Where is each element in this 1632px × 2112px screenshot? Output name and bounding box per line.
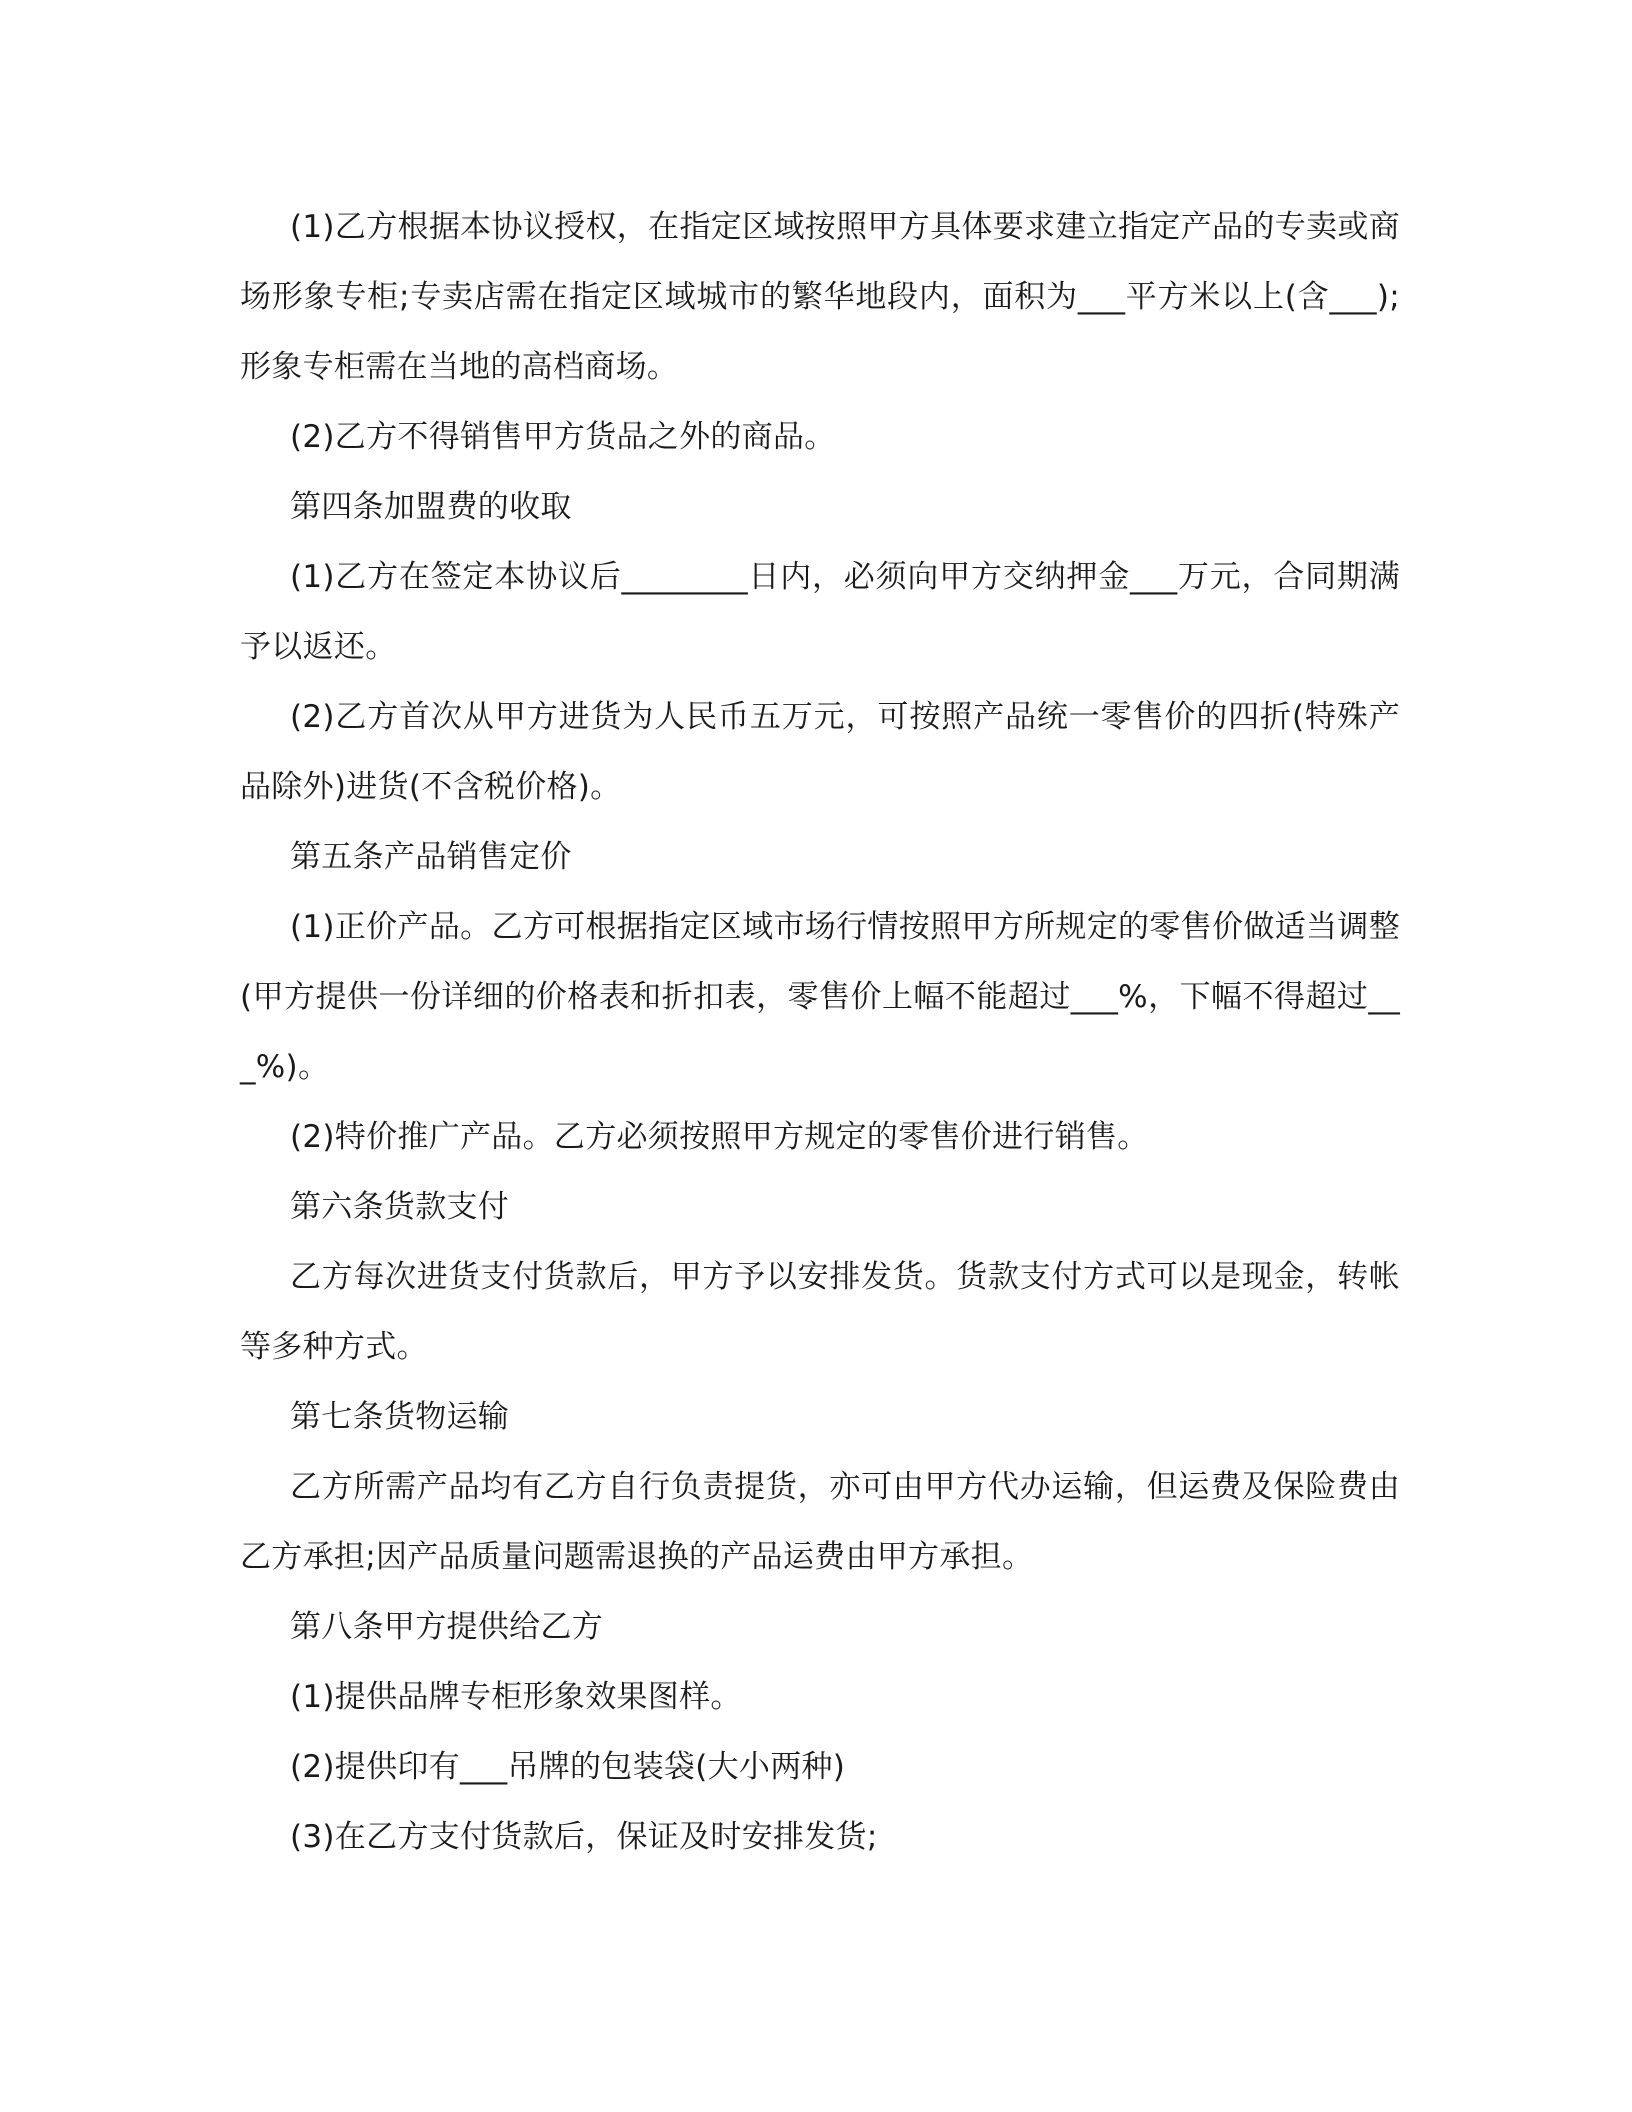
clause-paragraph: (2)特价推广产品。乙方必须按照甲方规定的零售价进行销售。 — [290, 1119, 1149, 1155]
clause-paragraph: (1)乙方根据本协议授权，在指定区域按照甲方具体要求建立指定产品的专卖或商场形象专柜;专卖店需在指定区域城市的繁华地段内，面积为___平方米以上(含___);形象专柜需在当地的高档商场。 — [240, 209, 1400, 385]
article-heading: 第八条甲方提供给乙方 — [290, 1609, 603, 1645]
article-heading: 第七条货物运输 — [290, 1399, 510, 1435]
clause-paragraph: (2)提供印有___吊牌的包装袋(大小两种) — [290, 1749, 846, 1785]
clause-paragraph: 乙方所需产品均有乙方自行负责提货，亦可由甲方代办运输，但运费及保险费由乙方承担;因产品质量问题需退换的产品运费由甲方承担。 — [240, 1469, 1400, 1575]
clause-paragraph: (1)乙方在签定本协议后________日内，必须向甲方交纳押金___万元，合同期满予以返还。 — [240, 559, 1400, 665]
document-body — [240, 192, 1400, 1872]
clause-paragraph: (1)提供品牌专柜形象效果图样。 — [290, 1679, 742, 1715]
clause-paragraph: (2)乙方首次从甲方进货为人民币五万元，可按照产品统一零售价的四折(特殊产品除外)进货(不含税价格)。 — [240, 699, 1400, 805]
clause-paragraph: (2)乙方不得销售甲方货品之外的商品。 — [290, 419, 836, 455]
clause-paragraph: 乙方每次进货支付货款后，甲方予以安排发货。货款支付方式可以是现金，转帐等多种方式。 — [240, 1259, 1400, 1365]
clause-paragraph: (3)在乙方支付货款后，保证及时安排发货; — [290, 1819, 878, 1855]
article-heading: 第六条货款支付 — [290, 1189, 510, 1225]
article-heading: 第四条加盟费的收取 — [290, 489, 572, 525]
article-heading: 第五条产品销售定价 — [290, 839, 572, 875]
clause-paragraph: (1)正价产品。乙方可根据指定区域市场行情按照甲方所规定的零售价做适当调整(甲方提供一份详细的价格表和折扣表，零售价上幅不能超过___%，下幅不得超过___%)。 — [240, 909, 1400, 1085]
